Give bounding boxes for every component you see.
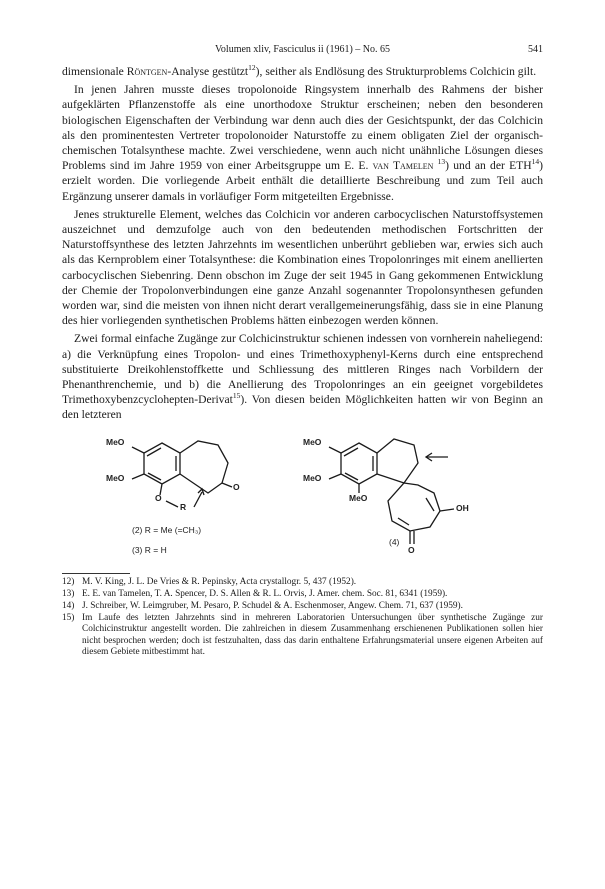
- ketone-o-label: O: [233, 481, 240, 492]
- ether-o-label: O: [155, 492, 162, 503]
- paragraph-3: Jenes strukturelle Element, welches das Colchicin vor anderen carbocyclischen Naturstoffsystemen auszeichnet und demzufolge auch von den bedeutenden methodischen Fortschritten der Naturstoffsynthese des letzten Jahrzehnts im wesentlichen unberührt geblieben war, erwies sich auch als das Kernproblem einer Totalsynthese: die Kombination eines Tropolonringes mit einem anellierten carbocyclischen Siebenring. Denn obschon im Zuge der seit 1945 in Gang gekommenen Entwicklung der Chemie der Tropolonverbindungen eine ganze Anzahl sogenannter Tropolonsynthesen gefunden worden war, sind die meisten von ihnen nicht derart verallgemeinerungsfähig, dass sie in eine Planung des hier vorliegenden synthetischen Problems hätten einbezogen werden können.: [62, 207, 543, 328]
- footnote-ref-14: 14: [531, 157, 540, 167]
- journal-page: [62, 44, 543, 659]
- oh-label: OH: [456, 502, 469, 513]
- paragraph-1: dimensionale Röntgen-Analyse gestützt$^{12}$), seither als Endlösung des Strukturproblems Colchicin gilt.: [62, 63, 537, 78]
- running-header-title: Volumen xliv, Fasciculus ii (1961) – No. 65: [215, 44, 390, 55]
- running-header: [62, 44, 543, 55]
- footnote-12: 12) M. V. King, J. L. De Vries & R. Pepinsky, Acta crystallogr. 5, 437 (1952).: [62, 576, 357, 587]
- structure-figure: [62, 429, 543, 567]
- caption-compound-3: (3) R = H: [132, 544, 167, 555]
- caption-compound-4: (4): [389, 536, 400, 547]
- paragraph-2: In jenen Jahren musste dieses tropolonoide Ringsystem innerhalb des Rahmens der bisher aufgeklärten Pflanzenstoffe als eine unorthodoxe Struktur erscheinen; neben den besonderen biologischen Eigenschaften der Verbindung war denn auch dies der Gesichtspunkt, der das Colchicin als den prominentesten Vertreter tropolonoider Naturstoffe zu einem obligaten Ziel der organisch-chemischen Totalsynthese machte. Zwei verschiedene, wenn auch nicht unähnliche Lösungen dieses Problems sind im Jahre 1959 von einer Arbeitsgruppe um E. E. van Tamelen $^{13}$) und an der ETH$^{14}$) erzielt worden. Die vorliegende Arbeit enthält die detaillierte Beschreibung und zum Teil auch Ergänzung unserer damals in vorläufiger Form mitgeteilten Ergebnisse.: [62, 83, 543, 203]
- meo-label-3: MeO: [303, 436, 322, 447]
- tropolone-o-label: O: [408, 544, 415, 555]
- meo-label-4: MeO: [303, 472, 322, 483]
- footnote-divider: [62, 573, 130, 574]
- meo-label-2: MeO: [106, 472, 125, 483]
- meo-label-1: MeO: [106, 436, 125, 447]
- meo-label-5: MeO: [349, 492, 368, 503]
- caption-compound-2: (2) R = Me (=CH₃): [132, 524, 202, 535]
- footnote-15: 15) Im Laufe des letzten Jahrzehnts sind in mehreren Laboratorien Untersuchungen über synthetische Zugänge zur Colchicinstruktur angestellt worden. Die zahlreichen in diesem Zusammenhang erschienenen Publikationen sollen hier nicht besprochen werden; doch ist festzuhalten, dass das darin enthaltene Erfahrungsmaterial unsere eigenen Arbeiten auf diesem Gebiete mitbestimmt hat.: [62, 613, 543, 657]
- r-label: R: [180, 501, 187, 512]
- footnote-ref-12: 12: [248, 63, 256, 73]
- footnote-13: 13) E. E. van Tamelen, T. A. Spencer, D. S. Allen & R. L. Orvis, J. Amer. chem. Soc. 81, 6341 (1959).: [62, 588, 448, 599]
- footnotes: [62, 577, 543, 658]
- page-number: 541: [528, 44, 543, 55]
- footnote-14: 14) J. Schreiber, W. Leimgruber, M. Pesaro, P. Schudel & A. Eschenmoser, Angew. Chem. 71, 637 (1959).: [62, 601, 463, 612]
- footnote-ref-13: 13: [437, 157, 446, 167]
- paragraph-4: Zwei formal einfache Zugänge zur Colchicinstruktur schienen indessen von vornherein naheliegend: a) die Verknüpfung eines Tropolon- und eines Trimethoxyphenyl-Kerns durch eine entsprechend substituierte Dreikohlenstoffkette und Schliessung des mittleren Ringes nach Vorbildern der Phenanthrenchemie, und b) die Anellierung des Tropolonringes an ein geeignet vorgebildetes Trimethoxybenzcyclohepten-Derivat$^{15}$). Von diesen beiden Möglichkeiten hatten wir von Beginn an den letzteren: [62, 332, 543, 422]
- footnote-ref-15: 15: [232, 391, 241, 401]
